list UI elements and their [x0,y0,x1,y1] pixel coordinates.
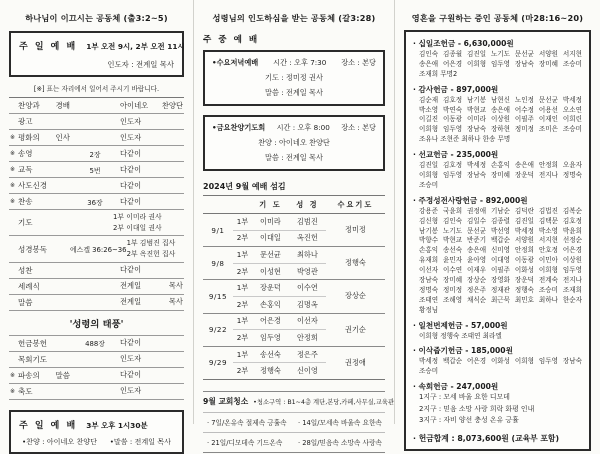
worship-item-person: 전계일 목사 [120,297,183,307]
weekday-services-heading: 주 중 예 배 [203,35,260,45]
worship-item-label: 사도신경 [18,181,47,190]
third-service-header [19,418,174,431]
serving-wednesday-name: 장상순 [326,280,385,313]
serving-header-prayer: 기 도 [252,196,289,214]
serving-scripture-name: 김명옥 [289,296,326,313]
serving-part: 1부 [233,247,252,264]
worship-item-label: 목회기도 [18,354,47,364]
serving-date: 9/15 [203,280,233,313]
worship-item-person: 다같이 [120,370,142,380]
worship-row [9,352,184,368]
worship-row [9,279,184,295]
serving-header-row [203,196,385,214]
offering-title: · 속회헌금 - 247,000원 [413,381,582,392]
worship-person-line: 2부 옥진헌 집사 [126,250,176,259]
worship-item-person: 다같이 [120,164,142,174]
cleaning-header [203,391,395,413]
serving-part: 2부 [233,296,252,313]
offering-total: · 헌금합계 : 8,073,600원 (교육부 포함) [413,433,582,444]
serving-prayer-name: 이성현 [252,263,289,280]
worship-row [9,368,184,384]
worship-item-person: 다같이 [120,338,142,348]
stand-mark: ※ [10,387,16,395]
worship-row [9,162,184,178]
offering-title: · 주정성전사랑헌금 - 892,000원 [413,195,582,206]
worship-item-label: 송영 [18,149,33,158]
sunday-service-box [9,31,184,77]
district-line: 3지구 : 자비 양선 충성 온유 긍휼 [419,416,519,425]
serving-scripture-name: 옥진헌 [289,230,326,247]
serving-prayer-name: 송선숙 [252,346,289,363]
third-service-details [19,437,174,447]
serving-part: 1부 [233,313,252,330]
friday-service-praise: 찬양 : 아이네오 찬양단 [258,138,330,147]
worship-row [9,210,184,236]
worship-item-persons [113,212,183,233]
worship-item-persons [127,238,197,259]
worship-item-detail: 2장 [89,150,101,159]
stand-mark: ※ [10,134,16,141]
wednesday-service-message: 말씀 : 전계일 목사 [265,88,323,97]
worship-item-person: 인도자 [120,132,142,142]
offering-title: · 선교헌금 - 235,000원 [413,149,582,160]
sermon-title: '성령의 태풍' [9,311,184,336]
serving-part: 2부 [233,363,252,380]
stand-mark: ※ [10,371,16,379]
offering-names: 김진일 김호정 박세정 손홍익 송은애 안정희 오윤자 이희형 임두영 장남숙 장미혜 장운덕 전지나 정명숙 조승미 [419,161,582,189]
offering-names: 김인숙 김종월 김진일 노기도 문선균 서양원 서지현 송은애 어은경 이희형 임두영 장남숙 장미혜 조승미 조재희 무명2 [419,50,582,78]
cleaning-schedule [203,413,385,453]
serving-scripture-name: 김범진 [296,216,318,226]
serving-row [203,247,385,264]
worship-item-person: 아이네오 찬양단 [120,100,183,110]
sunday-service-header [19,39,185,52]
order-of-worship-column [0,0,193,446]
offerings-column [395,0,600,444]
serving-prayer-name: 이미라 [260,216,281,226]
friday-service-message: 말씀 : 전계일 목사 [265,153,323,162]
worship-row [9,146,184,162]
serving-row [203,280,385,297]
worship-item-label: 기도 [18,218,33,228]
worship-row [9,194,184,210]
stand-note: [※] 표는 자리에서 일어서 주시기 바랍니다. [33,85,160,93]
cleaning-item: · 21일/디모데속 기드온속 [203,433,294,452]
worship-item-label: 성찬 [18,265,33,275]
friday-service-label: •금요찬양기도회 [212,123,266,132]
offering-section [413,149,582,191]
offerings-box [404,30,591,451]
serving-wednesday-name: 정미정 [345,225,366,235]
left-column-title: 하나님이 이끄시는 공동체 (출3:2~5) [25,13,168,23]
friday-service-box [203,115,385,171]
friday-service-header [212,123,376,133]
worship-item-label: 헌금봉헌 [18,338,47,348]
worship-row [9,178,184,194]
stand-mark: ※ [10,198,16,205]
worship-item-detail: 에스겔 36:26~36 [70,246,127,255]
worship-person-line: 1부 김범진 집사 [126,239,176,248]
offering-section [413,38,582,80]
serving-table [203,195,385,380]
serving-part: 2부 [233,230,252,247]
worship-item-detail: 36장 [87,198,103,207]
serving-wednesday-name: 권기순 [326,313,385,346]
worship-item-person: 인도자 [120,386,142,396]
sunday-service-times: 1부 오전 9시, 2부 오전 11시 [86,42,185,51]
sunday-service-label: 주 일 예 배 [19,42,78,52]
serving-scripture-name: 안정희 [289,330,326,347]
worship-item-person: 다같이 [120,196,142,206]
serving-prayer-name: 이대일 [252,230,289,247]
wednesday-service-prayer: 기도 : 정미정 권사 [265,73,323,82]
wednesday-service-header [212,58,376,68]
offering-section [413,345,582,377]
midweek-column [193,0,395,448]
offering-title: · 감사헌금 - 897,000원 [413,84,582,95]
serving-scripture-name: 최하나 [289,247,326,264]
serving-part: 1부 [233,280,252,297]
worship-row [9,336,184,352]
worship-item-label: 파송의 말씀 [18,370,70,380]
serving-header-date [203,196,233,214]
wednesday-service-label: •수요저녁예배 [212,58,259,67]
worship-row [9,98,184,114]
worship-item-detail: 488장 [85,340,105,349]
district-line: 1지구 : 모세 바울 요한 디모데 [419,393,510,402]
worship-item-label: 광고 [18,117,33,126]
offering-names: 강용준 국윤희 권정애 기남순 김덕란 김법진 김복순 김신형 김인숙 김일수 김종렬 김진일 김택문 김호정 남기봉 노기도 문선균 박선영 박세정 박소영 박윤희 박향수 박현교 반준기 백갑순 서양원 서지현 선정순 손홍익 송선숙 송은애 신미영 안정희 안호정 어은경 유재희 윤민자 윤아영 이대영 이동광 이민아 이상원 이선자 이수연 이재우 이필주 이화성 이희형 임두영 장남숙 장미혜 장상순 장영화 장운덕 전계숙 전지나 정명숙 정미정 정은주 정재관 정행숙 조승미 조재희 조태연 조해영 채식순 최근묵 최민호 최하나 한순자 황정님 [419,206,582,314]
worship-row [9,295,184,311]
serving-scripture-name: 정은주 [289,346,326,363]
cleaning-item: · 7일/온유속 절제속 긍휼속 [203,413,294,433]
district-line: 2지구 : 믿음 소망 사랑 희락 화평 인내 [419,404,535,413]
worship-item-label: 세례식 [18,281,40,291]
offering-title: · 이삭줍기헌금 - 185,000원 [413,345,582,356]
cleaning-title: 9월 교회청소 [203,397,249,407]
worship-order-table [9,97,184,400]
offering-section [413,84,582,145]
third-service-box [9,410,184,454]
cleaning-section [203,391,395,453]
worship-item-person: 전계일 목사 [120,281,183,291]
third-service-time: 3부 오후 1시30분 [86,420,148,430]
serving-part: 2부 [233,330,252,347]
worship-item-label: 찬양과 경배 [18,101,70,110]
offering-names: 박세정 백갑순 어은경 이화성 이희형 임두영 장남숙 조승미 [419,357,582,376]
stand-mark: ※ [10,166,16,173]
serving-prayer-name: 문선균 [252,247,289,264]
worship-person-line: 2부 이대일 권사 [113,223,162,232]
serving-header-wednesday: 수요기도 [326,196,385,214]
worship-item-label: 찬송 [18,197,33,206]
worship-item-label: 축도 [18,386,33,396]
offering-section [413,195,582,316]
serving-part: 1부 [236,216,249,226]
stand-mark: ※ [10,182,16,189]
serving-date: 9/1 [211,225,225,235]
right-column-title: 영혼을 구원하는 증인 공동체 (마28:16~20) [411,13,584,23]
sunday-service-leader: 인도자 : 전계일 목사 [107,60,174,69]
serving-row [203,214,385,231]
serving-prayer-name: 임두영 [252,330,289,347]
third-service-message: •말씀 : 전계일 목사 [109,436,171,446]
stand-mark: ※ [10,150,16,157]
worship-item-label: 성경봉독 [18,244,47,254]
serving-wednesday-name: 권정애 [326,346,385,379]
wednesday-service-place: 장소 : 본당 [341,58,376,67]
offering-names: 이희형 정행숙 조태연 최라엘 [419,331,502,340]
offering-title: · 십일조헌금 - 6,630,000원 [413,38,582,49]
worship-item-person: 인도자 [120,354,142,364]
serving-scripture-name: 박영관 [289,263,326,280]
worship-row [9,263,184,279]
serving-row [203,313,385,330]
worship-row [9,384,184,400]
worship-item-person: 인도자 [120,116,142,126]
serving-prayer-name: 정행숙 [252,363,289,380]
serving-prayer-name: 장운덕 [252,280,289,297]
serving-part: 2부 [233,263,252,280]
serving-scripture-name: 이선자 [289,313,326,330]
worship-item-label: 교독 [18,165,33,174]
wednesday-service-box [203,50,385,106]
friday-service-place: 장소 : 본당 [341,123,376,132]
serving-heading: 2024년 9월 예배 섬김 [203,182,286,191]
offering-names: 김순재 김호정 남기봉 남현신 노인정 문선균 박세정 박소영 박연숙 박현교 송은애 어수정 어용선 오소연 이길진 이동광 이미라 이상원 이필주 이재인 이희린 이희형 임두영 장남숙 장하현 정미정 조미은 조승미 조유나 조현준 최하나 한송 무명 [419,95,582,144]
serving-date: 9/22 [203,313,233,346]
worship-row [9,114,184,130]
worship-item-person: 다같이 [120,148,142,158]
worship-item-label: 말씀 [18,297,33,307]
friday-service-time: 시간 : 오후 8:00 [276,123,330,132]
serving-date: 9/8 [203,247,233,280]
cleaning-item: · 28일/믿음속 소망속 사랑속 [294,433,385,452]
serving-header-part [233,196,252,214]
class-offering-section [413,381,582,426]
worship-item-person: 다같이 [120,265,142,275]
serving-row [203,346,385,363]
serving-scripture-name: 신이영 [289,363,326,380]
third-service-praise: •찬양 : 아이네오 찬양단 [22,436,98,446]
worship-item-detail: 5번 [89,166,101,175]
serving-header-scripture: 성 경 [289,196,326,214]
third-service-label: 주 일 예 배 [19,420,78,431]
serving-wednesday-name: 정행숙 [326,247,385,280]
serving-part: 1부 [233,346,252,363]
cleaning-area: •청소구역 : B1~4층 계단,본당,카페,사무실,교육관 [253,399,395,407]
offering-section [413,320,582,342]
wednesday-service-time: 시간 : 오후 7:30 [273,58,327,67]
worship-item-label: 평화의 인사 [18,133,70,142]
serving-prayer-name: 어은경 [252,313,289,330]
worship-item-person: 다같이 [120,180,142,190]
worship-person-line: 1부 이미라 권사 [113,213,162,221]
worship-row [9,130,184,146]
serving-date: 9/29 [203,346,233,379]
serving-prayer-name: 손홍익 [252,296,289,313]
offering-title: · 일천번제헌금 - 57,000원 [413,320,582,331]
middle-column-title: 성령님의 인도하심을 받는 공동체 (갈3:28) [212,13,376,23]
worship-row [9,236,184,262]
cleaning-item: · 14일/모세속 바울속 요한속 [294,413,385,433]
serving-scripture-name: 이수연 [289,280,326,297]
